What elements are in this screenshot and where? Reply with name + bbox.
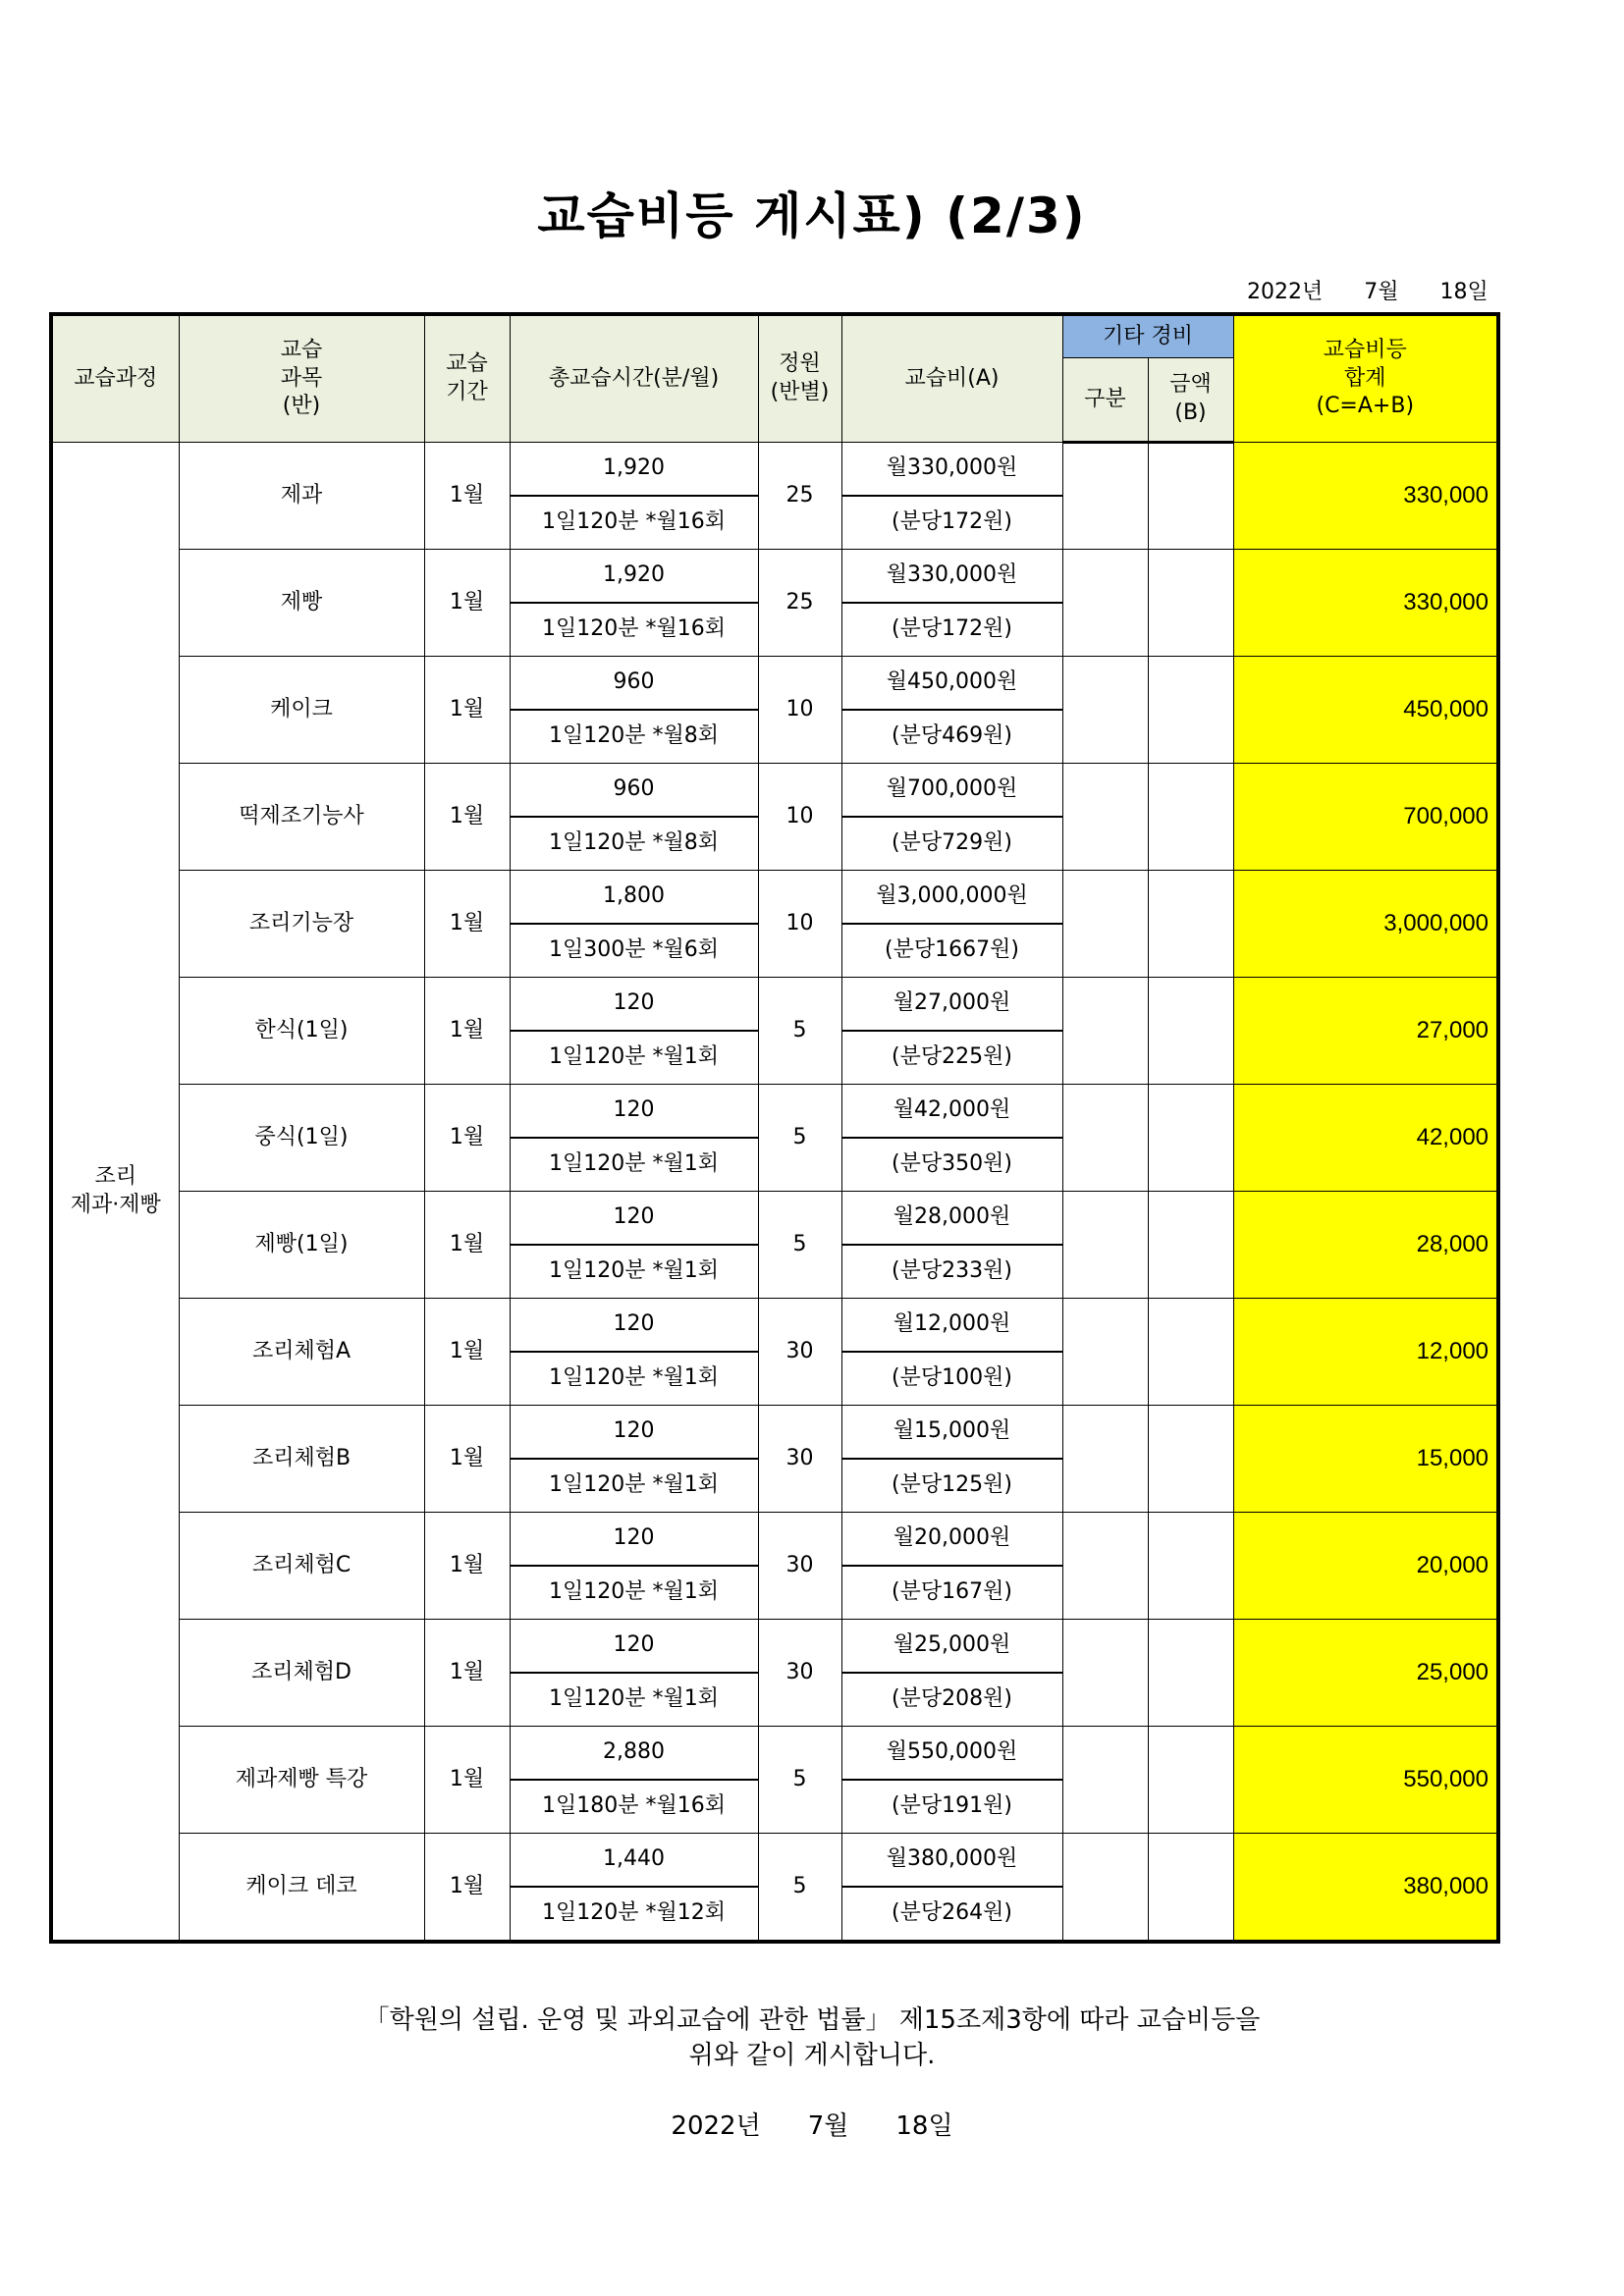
period-cell: 1월 [424, 1192, 510, 1299]
hours-cell: 120 [510, 1513, 758, 1567]
table-row [51, 764, 1498, 818]
fee-cell: 월28,000원 [841, 1192, 1062, 1246]
fee-cell: 월330,000원 [841, 443, 1062, 497]
schedule-cell: 1일120분 *월1회 [510, 1673, 758, 1727]
per-minute-cell: (분당100원) [841, 1352, 1062, 1406]
header-hours: 총교습시간(분/월) [510, 314, 758, 443]
capacity-cell: 30 [758, 1513, 841, 1620]
table-row [51, 1834, 1498, 1888]
subject-cell: 제과제빵 특강 [179, 1727, 424, 1834]
fee-cell: 월42,000원 [841, 1085, 1062, 1139]
subject-cell: 제과 [179, 443, 424, 550]
table-row [51, 550, 1498, 604]
subject-cell: 케이크 데코 [179, 1834, 424, 1943]
total-cell: 700,000 [1233, 764, 1498, 871]
per-minute-cell: (분당208원) [841, 1673, 1062, 1727]
per-minute-cell: (분당167원) [841, 1566, 1062, 1620]
other-amount-cell [1148, 1513, 1233, 1620]
capacity-cell: 10 [758, 871, 841, 978]
per-minute-cell: (분당125원) [841, 1459, 1062, 1513]
capacity-cell: 25 [758, 443, 841, 550]
header-total-line: 교습비등 [1323, 338, 1407, 363]
header-subject-line: 과목 [280, 365, 323, 391]
table-row [51, 657, 1498, 711]
header-subject-line: 교습 [280, 338, 323, 363]
other-type-cell [1062, 1513, 1148, 1620]
capacity-cell: 5 [758, 978, 841, 1085]
fee-cell: 월380,000원 [841, 1834, 1062, 1888]
period-cell: 1월 [424, 871, 510, 978]
total-cell: 3,000,000 [1233, 871, 1498, 978]
other-type-cell [1062, 1620, 1148, 1727]
subject-cell: 떡제조기능사 [179, 764, 424, 871]
other-type-cell [1062, 1299, 1148, 1406]
header-period-line: 교습 [446, 351, 488, 377]
subject-cell: 한식(1일) [179, 978, 424, 1085]
other-amount-cell [1148, 1192, 1233, 1299]
other-type-cell [1062, 1727, 1148, 1834]
other-amount-cell [1148, 1406, 1233, 1513]
schedule-cell: 1일120분 *월8회 [510, 710, 758, 764]
capacity-cell: 10 [758, 764, 841, 871]
other-type-cell [1062, 871, 1148, 978]
schedule-cell: 1일120분 *월1회 [510, 1459, 758, 1513]
hours-cell: 960 [510, 764, 758, 818]
other-amount-cell [1148, 1727, 1233, 1834]
period-cell: 1월 [424, 1406, 510, 1513]
total-cell: 550,000 [1233, 1727, 1498, 1834]
other-amount-cell [1148, 764, 1233, 871]
fee-cell: 월330,000원 [841, 550, 1062, 604]
course-name-line: 제과·제빵 [70, 1192, 161, 1217]
capacity-cell: 25 [758, 550, 841, 657]
date-month: 7월 [807, 2111, 849, 2141]
schedule-cell: 1일120분 *월12회 [510, 1887, 758, 1942]
course-name [51, 443, 179, 1943]
header-amount-line: 금액 [1169, 372, 1212, 398]
header-subject [179, 314, 424, 443]
table-row [51, 978, 1498, 1032]
schedule-cell: 1일120분 *월1회 [510, 1031, 758, 1085]
legal-notice [0, 2002, 1624, 2074]
total-cell: 330,000 [1233, 443, 1498, 550]
schedule-cell: 1일120분 *월16회 [510, 496, 758, 550]
hours-cell: 1,920 [510, 550, 758, 604]
hours-cell: 120 [510, 1299, 758, 1353]
table-row [51, 1192, 1498, 1246]
fee-table-body [51, 443, 1498, 1943]
per-minute-cell: (분당469원) [841, 710, 1062, 764]
hours-cell: 120 [510, 978, 758, 1032]
notice-line: 「학원의 설립. 운영 및 과외교습에 관한 법률」 제15조제3항에 따라 교습비등을 [363, 2005, 1261, 2035]
header-other-expenses: 기타 경비 [1062, 314, 1233, 358]
fee-cell: 월27,000원 [841, 978, 1062, 1032]
schedule-cell: 1일180분 *월16회 [510, 1780, 758, 1834]
posting-date-bottom [0, 2106, 1624, 2142]
subject-cell: 조리체험B [179, 1406, 424, 1513]
period-cell: 1월 [424, 443, 510, 550]
table-row [51, 1406, 1498, 1460]
per-minute-cell: (분당729원) [841, 817, 1062, 871]
period-cell: 1월 [424, 1299, 510, 1406]
other-type-cell [1062, 764, 1148, 871]
subject-cell: 조리체험D [179, 1620, 424, 1727]
period-cell: 1월 [424, 978, 510, 1085]
header-period-line: 기간 [446, 380, 488, 404]
fee-cell: 월450,000원 [841, 657, 1062, 711]
date-day: 18일 [895, 2111, 953, 2141]
schedule-cell: 1일120분 *월1회 [510, 1138, 758, 1192]
other-type-cell [1062, 1085, 1148, 1192]
period-cell: 1월 [424, 1727, 510, 1834]
total-cell: 450,000 [1233, 657, 1498, 764]
other-type-cell [1062, 550, 1148, 657]
per-minute-cell: (분당191원) [841, 1780, 1062, 1834]
fee-cell: 월15,000원 [841, 1406, 1062, 1460]
schedule-cell: 1일120분 *월16회 [510, 603, 758, 657]
schedule-cell: 1일120분 *월8회 [510, 817, 758, 871]
fee-cell: 월25,000원 [841, 1620, 1062, 1674]
period-cell: 1월 [424, 1085, 510, 1192]
fee-cell: 월700,000원 [841, 764, 1062, 818]
subject-cell: 케이크 [179, 657, 424, 764]
hours-cell: 1,800 [510, 871, 758, 925]
period-cell: 1월 [424, 550, 510, 657]
per-minute-cell: (분당172원) [841, 496, 1062, 550]
notice-line: 위와 같이 게시합니다. [688, 2041, 936, 2071]
capacity-cell: 10 [758, 657, 841, 764]
fee-table [49, 312, 1500, 1944]
other-amount-cell [1148, 1620, 1233, 1727]
capacity-cell: 30 [758, 1299, 841, 1406]
other-amount-cell [1148, 1085, 1233, 1192]
table-row [51, 1620, 1498, 1674]
schedule-cell: 1일120분 *월1회 [510, 1566, 758, 1620]
other-type-cell [1062, 978, 1148, 1085]
posting-date-top [1247, 275, 1489, 305]
table-row [51, 1299, 1498, 1353]
per-minute-cell: (분당1667원) [841, 924, 1062, 978]
capacity-cell: 5 [758, 1085, 841, 1192]
total-cell: 330,000 [1233, 550, 1498, 657]
header-total-line: 합계 [1344, 365, 1386, 391]
per-minute-cell: (분당264원) [841, 1887, 1062, 1942]
other-type-cell [1062, 1834, 1148, 1943]
other-type-cell [1062, 1192, 1148, 1299]
table-row [51, 443, 1498, 497]
table-row [51, 1085, 1498, 1139]
per-minute-cell: (분당225원) [841, 1031, 1062, 1085]
other-amount-cell [1148, 978, 1233, 1085]
other-amount-cell [1148, 871, 1233, 978]
subject-cell: 제빵(1일) [179, 1192, 424, 1299]
per-minute-cell: (분당172원) [841, 603, 1062, 657]
capacity-cell: 30 [758, 1406, 841, 1513]
total-cell: 20,000 [1233, 1513, 1498, 1620]
per-minute-cell: (분당233원) [841, 1245, 1062, 1299]
course-name-line: 조리 [94, 1163, 136, 1189]
table-row [51, 871, 1498, 925]
capacity-cell: 30 [758, 1620, 841, 1727]
header-other-type: 구분 [1062, 358, 1148, 443]
other-amount-cell [1148, 1299, 1233, 1406]
total-cell: 12,000 [1233, 1299, 1498, 1406]
hours-cell: 120 [510, 1406, 758, 1460]
total-cell: 27,000 [1233, 978, 1498, 1085]
header-total-line: (C=A+B) [1316, 394, 1415, 419]
fee-cell: 월12,000원 [841, 1299, 1062, 1353]
schedule-cell: 1일300분 *월6회 [510, 924, 758, 978]
hours-cell: 120 [510, 1085, 758, 1139]
hours-cell: 2,880 [510, 1727, 758, 1781]
other-type-cell [1062, 1406, 1148, 1513]
total-cell: 25,000 [1233, 1620, 1498, 1727]
hours-cell: 120 [510, 1620, 758, 1674]
header-capacity-line: (반별) [770, 380, 830, 404]
subject-cell: 조리체험C [179, 1513, 424, 1620]
hours-cell: 120 [510, 1192, 758, 1246]
hours-cell: 1,920 [510, 443, 758, 497]
header-fee: 교습비(A) [841, 314, 1062, 443]
header-capacity-line: 정원 [779, 351, 821, 377]
total-cell: 28,000 [1233, 1192, 1498, 1299]
total-cell: 15,000 [1233, 1406, 1498, 1513]
hours-cell: 1,440 [510, 1834, 758, 1888]
header-total [1233, 314, 1498, 443]
other-type-cell [1062, 443, 1148, 550]
other-amount-cell [1148, 550, 1233, 657]
table-row [51, 1513, 1498, 1567]
period-cell: 1월 [424, 1620, 510, 1727]
period-cell: 1월 [424, 1834, 510, 1943]
header-period [424, 314, 510, 443]
subject-cell: 중식(1일) [179, 1085, 424, 1192]
header-amount-line: (B) [1174, 400, 1207, 425]
other-amount-cell [1148, 657, 1233, 764]
total-cell: 42,000 [1233, 1085, 1498, 1192]
page-title: 교습비등 게시표) (2/3) [537, 187, 1087, 244]
period-cell: 1월 [424, 764, 510, 871]
fee-cell: 월550,000원 [841, 1727, 1062, 1781]
header-other-amount [1148, 358, 1233, 443]
table-row [51, 1727, 1498, 1781]
fee-cell: 월20,000원 [841, 1513, 1062, 1567]
fee-cell: 월3,000,000원 [841, 871, 1062, 925]
header-subject-line: (반) [282, 394, 321, 419]
date-year: 2022년 [1247, 280, 1324, 304]
hours-cell: 960 [510, 657, 758, 711]
subject-cell: 제빵 [179, 550, 424, 657]
header-course: 교습과정 [51, 314, 179, 443]
date-year: 2022년 [671, 2111, 761, 2141]
subject-cell: 조리체험A [179, 1299, 424, 1406]
total-cell: 380,000 [1233, 1834, 1498, 1943]
subject-cell: 조리기능장 [179, 871, 424, 978]
other-amount-cell [1148, 1834, 1233, 1943]
capacity-cell: 5 [758, 1192, 841, 1299]
other-type-cell [1062, 657, 1148, 764]
capacity-cell: 5 [758, 1727, 841, 1834]
per-minute-cell: (분당350원) [841, 1138, 1062, 1192]
period-cell: 1월 [424, 657, 510, 764]
capacity-cell: 5 [758, 1834, 841, 1943]
header-capacity [758, 314, 841, 443]
date-day: 18일 [1439, 280, 1489, 304]
schedule-cell: 1일120분 *월1회 [510, 1352, 758, 1406]
schedule-cell: 1일120분 *월1회 [510, 1245, 758, 1299]
other-amount-cell [1148, 443, 1233, 550]
period-cell: 1월 [424, 1513, 510, 1620]
date-month: 7월 [1364, 280, 1399, 304]
